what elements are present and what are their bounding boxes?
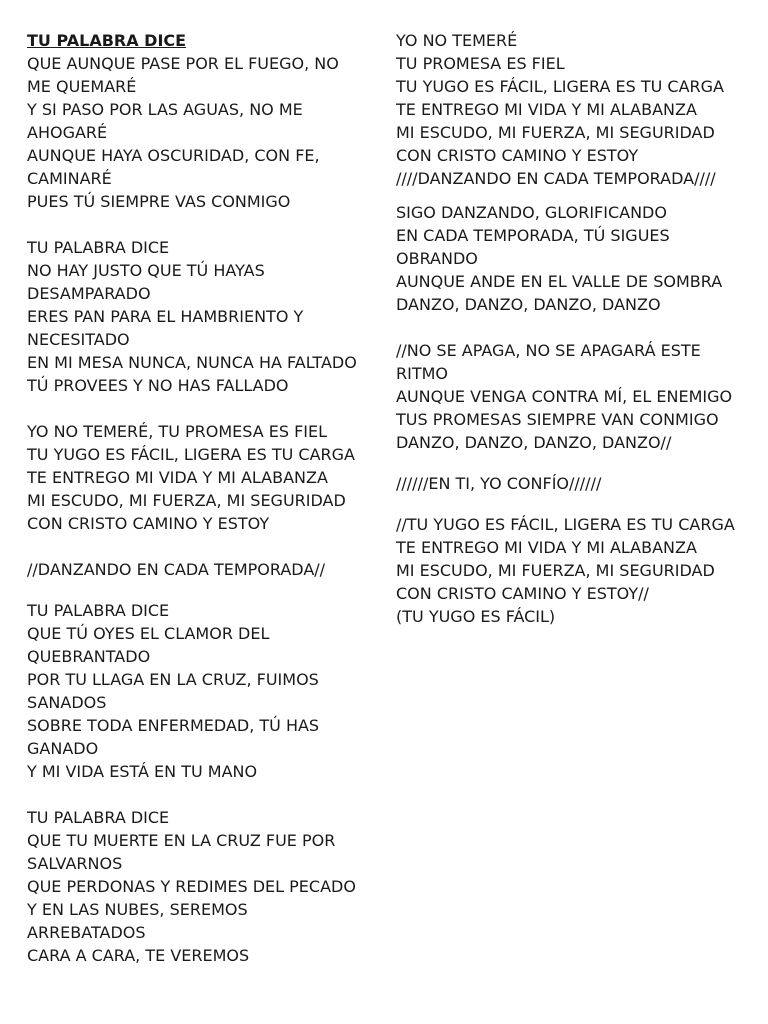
lyric-line: SIGO DANZANDO, GLORIFICANDO — [396, 203, 667, 222]
document-title: TU PALABRA DICE — [27, 31, 187, 50]
stanza-gap — [396, 190, 736, 201]
lyric-line: CON CRISTO CAMINO Y ESTOY — [27, 514, 270, 533]
lyric-line: TE ENTREGO MI VIDA Y MI ALABANZA — [27, 468, 328, 487]
stanza-gap — [396, 495, 736, 513]
lyric-line: AUNQUE VENGA CONTRA MÍ, EL ENEMIGO — [396, 387, 733, 406]
left-column — [27, 29, 363, 967]
lyric-line: TÚ PROVEES Y NO HAS FALLADO — [27, 376, 289, 395]
lyric-line: AUNQUE HAYA OSCURIDAD, CON FE, CAMINARÉ — [27, 146, 320, 188]
stanza-gap — [396, 316, 736, 339]
lyric-line: QUE AUNQUE PASE POR EL FUEGO, NO ME QUEMARÉ — [27, 54, 339, 96]
stanza-right-3 — [396, 339, 736, 454]
lyric-line: TU YUGO ES FÁCIL, LIGERA ES TU CARGA — [27, 445, 355, 464]
lyric-line: EN MI MESA NUNCA, NUNCA HA FALTADO — [27, 353, 357, 372]
lyric-line: Y MI VIDA ESTÁ EN TU MANO — [27, 762, 258, 781]
lyric-line: PUES TÚ SIEMPRE VAS CONMIGO — [27, 192, 291, 211]
lyric-line: //DANZANDO EN CADA TEMPORADA// — [27, 560, 326, 579]
stanza-gap — [27, 581, 363, 599]
lyric-line: DANZO, DANZO, DANZO, DANZO — [396, 295, 661, 314]
lyric-line: EN CADA TEMPORADA, TÚ SIGUES OBRANDO — [396, 226, 670, 268]
lyric-line: CARA A CARA, TE VEREMOS — [27, 946, 250, 965]
stanza-gap — [27, 535, 363, 558]
lyric-line: ERES PAN PARA EL HAMBRIENTO Y NECESITADO — [27, 307, 304, 349]
lyric-line: MI ESCUDO, MI FUERZA, MI SEGURIDAD — [396, 561, 715, 580]
lyric-line: TU YUGO ES FÁCIL, LIGERA ES TU CARGA — [396, 77, 724, 96]
lyric-line: TU PALABRA DICE — [27, 601, 170, 620]
lyric-line: TU PALABRA DICE — [27, 238, 170, 257]
lyric-line: AUNQUE ANDE EN EL VALLE DE SOMBRA — [396, 272, 723, 291]
lyric-line: ////DANZANDO EN CADA TEMPORADA//// — [396, 169, 716, 188]
lyric-line: //NO SE APAGA, NO SE APAGARÁ ESTE RITMO — [396, 341, 701, 383]
lyric-line: //TU YUGO ES FÁCIL, LIGERA ES TU CARGA — [396, 515, 735, 534]
lyric-line: TE ENTREGO MI VIDA Y MI ALABANZA — [396, 538, 697, 557]
lyric-line: SOBRE TODA ENFERMEDAD, TÚ HAS GANADO — [27, 716, 320, 758]
lyric-line: CON CRISTO CAMINO Y ESTOY// — [396, 584, 649, 603]
stanza-left-5 — [27, 599, 363, 783]
stanza-right-1 — [396, 29, 736, 190]
stanza-gap — [27, 783, 363, 806]
lyric-line: Y SI PASO POR LAS AGUAS, NO ME AHOGARÉ — [27, 100, 303, 142]
lyric-line: MI ESCUDO, MI FUERZA, MI SEGURIDAD — [396, 123, 715, 142]
stanza-left-4 — [27, 558, 363, 581]
lyric-line: TE ENTREGO MI VIDA Y MI ALABANZA — [396, 100, 697, 119]
stanza-left-1 — [27, 52, 363, 213]
lyric-line: //////EN TI, YO CONFÍO////// — [396, 474, 602, 493]
lyric-line: QUE PERDONAS Y REDIMES DEL PECADO — [27, 877, 356, 896]
lyric-line: CON CRISTO CAMINO Y ESTOY — [396, 146, 639, 165]
stanza-left-2 — [27, 236, 363, 397]
lyric-line: MI ESCUDO, MI FUERZA, MI SEGURIDAD — [27, 491, 346, 510]
lyric-line: TUS PROMESAS SIEMPRE VAN CONMIGO — [396, 410, 719, 429]
lyric-line: YO NO TEMERÉ, TU PROMESA ES FIEL — [27, 422, 328, 441]
stanza-left-6 — [27, 806, 363, 967]
stanza-left-3 — [27, 420, 363, 535]
right-column — [396, 29, 736, 628]
stanza-right-2 — [396, 201, 736, 316]
stanza-gap — [396, 454, 736, 472]
lyric-line: DANZO, DANZO, DANZO, DANZO// — [396, 433, 672, 452]
stanza-gap — [27, 397, 363, 420]
lyric-line: QUE TU MUERTE EN LA CRUZ FUE POR SALVARNOS — [27, 831, 336, 873]
lyric-line: TU PROMESA ES FIEL — [396, 54, 565, 73]
lyric-line: QUE TÚ OYES EL CLAMOR DEL QUEBRANTADO — [27, 624, 270, 666]
lyric-line: (TU YUGO ES FÁCIL) — [396, 607, 556, 626]
lyric-line: YO NO TEMERÉ — [396, 31, 518, 50]
lyric-line: POR TU LLAGA EN LA CRUZ, FUIMOS SANADOS — [27, 670, 319, 712]
stanza-right-5 — [396, 513, 736, 628]
stanza-right-4 — [396, 472, 736, 495]
stanza-gap — [27, 213, 363, 236]
lyric-line: Y EN LAS NUBES, SEREMOS ARREBATADOS — [27, 900, 248, 942]
lyric-line: TU PALABRA DICE — [27, 808, 170, 827]
lyric-line: NO HAY JUSTO QUE TÚ HAYAS DESAMPARADO — [27, 261, 265, 303]
